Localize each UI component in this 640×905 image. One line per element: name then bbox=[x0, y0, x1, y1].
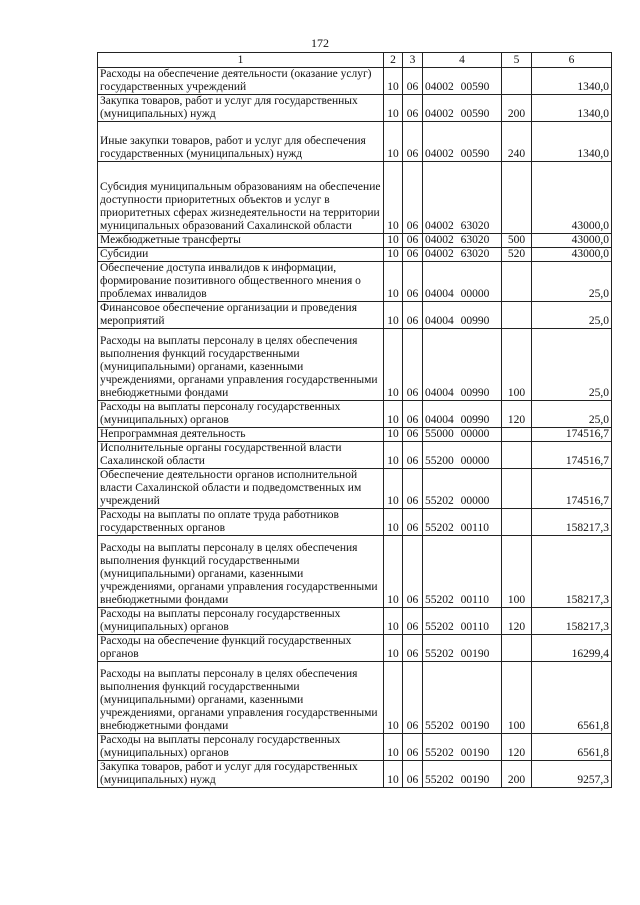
row-section: 10 bbox=[384, 469, 403, 509]
row-section: 10 bbox=[384, 401, 403, 428]
row-name: Субсидии bbox=[98, 248, 384, 262]
row-subsection: 06 bbox=[403, 428, 423, 442]
row-name: Непрограммная деятельность bbox=[98, 428, 384, 442]
row-section: 10 bbox=[384, 329, 403, 401]
row-amount: 25,0 bbox=[532, 262, 612, 302]
row-subsection: 06 bbox=[403, 734, 423, 761]
row-amount: 6561,8 bbox=[532, 734, 612, 761]
row-section: 10 bbox=[384, 248, 403, 262]
row-expense-type: 100 bbox=[502, 662, 532, 734]
row-amount: 16299,4 bbox=[532, 635, 612, 662]
row-name: Обеспечение деятельности органов исполнительной власти Сахалинской области и подведомственных им учреждений bbox=[98, 469, 384, 509]
row-subsection: 06 bbox=[403, 329, 423, 401]
row-section: 10 bbox=[384, 662, 403, 734]
table-row bbox=[98, 401, 612, 428]
row-section: 10 bbox=[384, 302, 403, 329]
row-amount: 174516,7 bbox=[532, 442, 612, 469]
row-section: 10 bbox=[384, 68, 403, 95]
row-name: Расходы на выплаты персоналу государственных (муниципальных) органов bbox=[98, 401, 384, 428]
table-row bbox=[98, 509, 612, 536]
table-row bbox=[98, 662, 612, 734]
row-expense-type bbox=[502, 428, 532, 442]
row-amount: 158217,3 bbox=[532, 608, 612, 635]
row-target-code: 55202 00190 bbox=[423, 734, 502, 761]
row-name: Расходы на обеспечение деятельности (оказание услуг) государственных учреждений bbox=[98, 68, 384, 95]
row-expense-type: 500 bbox=[502, 234, 532, 248]
row-name: Финансовое обеспечение организации и проведения мероприятий bbox=[98, 302, 384, 329]
row-subsection: 06 bbox=[403, 401, 423, 428]
table-row bbox=[98, 734, 612, 761]
row-subsection: 06 bbox=[403, 536, 423, 608]
row-amount: 25,0 bbox=[532, 401, 612, 428]
header-col-2: 2 bbox=[384, 53, 403, 68]
row-amount: 43000,0 bbox=[532, 248, 612, 262]
row-expense-type: 200 bbox=[502, 95, 532, 122]
row-section: 10 bbox=[384, 262, 403, 302]
row-subsection: 06 bbox=[403, 442, 423, 469]
row-expense-type bbox=[502, 262, 532, 302]
row-subsection: 06 bbox=[403, 302, 423, 329]
row-name: Расходы на обеспечение функций государственных органов bbox=[98, 635, 384, 662]
row-amount: 43000,0 bbox=[532, 234, 612, 248]
row-subsection: 06 bbox=[403, 95, 423, 122]
row-section: 10 bbox=[384, 428, 403, 442]
row-subsection: 06 bbox=[403, 509, 423, 536]
row-section: 10 bbox=[384, 162, 403, 234]
row-target-code: 04004 00990 bbox=[423, 401, 502, 428]
header-col-5: 5 bbox=[502, 53, 532, 68]
row-expense-type bbox=[502, 469, 532, 509]
row-target-code: 04002 00590 bbox=[423, 95, 502, 122]
table-row bbox=[98, 442, 612, 469]
row-expense-type: 120 bbox=[502, 608, 532, 635]
row-subsection: 06 bbox=[403, 469, 423, 509]
row-amount: 158217,3 bbox=[532, 536, 612, 608]
row-name: Закупка товаров, работ и услуг для государственных (муниципальных) нужд bbox=[98, 761, 384, 788]
table-row bbox=[98, 248, 612, 262]
row-section: 10 bbox=[384, 734, 403, 761]
row-target-code: 04002 00590 bbox=[423, 122, 502, 162]
row-target-code: 55202 00190 bbox=[423, 662, 502, 734]
row-expense-type: 240 bbox=[502, 122, 532, 162]
row-target-code: 04004 00990 bbox=[423, 329, 502, 401]
table-row bbox=[98, 536, 612, 608]
row-amount: 1340,0 bbox=[532, 95, 612, 122]
row-name: Расходы на выплаты персоналу государственных (муниципальных) органов bbox=[98, 734, 384, 761]
row-target-code: 55202 00110 bbox=[423, 509, 502, 536]
row-amount: 174516,7 bbox=[532, 428, 612, 442]
row-section: 10 bbox=[384, 95, 403, 122]
row-name: Закупка товаров, работ и услуг для государственных (муниципальных) нужд bbox=[98, 95, 384, 122]
row-expense-type bbox=[502, 509, 532, 536]
row-section: 10 bbox=[384, 509, 403, 536]
row-section: 10 bbox=[384, 761, 403, 788]
row-subsection: 06 bbox=[403, 262, 423, 302]
row-target-code: 55202 00190 bbox=[423, 635, 502, 662]
row-name: Расходы на выплаты по оплате труда работников государственных органов bbox=[98, 509, 384, 536]
row-expense-type bbox=[502, 302, 532, 329]
table-row bbox=[98, 262, 612, 302]
row-section: 10 bbox=[384, 608, 403, 635]
table-row bbox=[98, 428, 612, 442]
table-row bbox=[98, 635, 612, 662]
row-expense-type: 120 bbox=[502, 401, 532, 428]
row-amount: 174516,7 bbox=[532, 469, 612, 509]
row-target-code: 04002 63020 bbox=[423, 162, 502, 234]
table-row bbox=[98, 302, 612, 329]
row-amount: 158217,3 bbox=[532, 509, 612, 536]
row-target-code: 04002 63020 bbox=[423, 234, 502, 248]
row-section: 10 bbox=[384, 122, 403, 162]
row-expense-type bbox=[502, 635, 532, 662]
table-row bbox=[98, 761, 612, 788]
row-subsection: 06 bbox=[403, 68, 423, 95]
table-body bbox=[98, 68, 612, 788]
row-target-code: 04002 00590 bbox=[423, 68, 502, 95]
row-section: 10 bbox=[384, 234, 403, 248]
table-row bbox=[98, 122, 612, 162]
row-target-code: 55202 00110 bbox=[423, 536, 502, 608]
row-expense-type: 120 bbox=[502, 734, 532, 761]
row-subsection: 06 bbox=[403, 761, 423, 788]
row-target-code: 55202 00190 bbox=[423, 761, 502, 788]
row-name: Субсидия муниципальным образованиям на обеспечение доступности приоритетных объектов и услуг в приоритетных сферах жизнедеятельности на территории муниципальных образований Сахалинской области bbox=[98, 162, 384, 234]
row-target-code: 55202 00000 bbox=[423, 469, 502, 509]
table-row bbox=[98, 95, 612, 122]
row-expense-type bbox=[502, 442, 532, 469]
row-name: Обеспечение доступа инвалидов к информации, формирование позитивного общественного мнения о проблемах инвалидов bbox=[98, 262, 384, 302]
table-row bbox=[98, 329, 612, 401]
row-subsection: 06 bbox=[403, 248, 423, 262]
row-target-code: 04004 00000 bbox=[423, 262, 502, 302]
row-section: 10 bbox=[384, 536, 403, 608]
row-target-code: 55202 00110 bbox=[423, 608, 502, 635]
header-row bbox=[98, 53, 612, 68]
header-col-6: 6 bbox=[532, 53, 612, 68]
row-target-code: 04002 63020 bbox=[423, 248, 502, 262]
row-section: 10 bbox=[384, 442, 403, 469]
page-number: 172 bbox=[311, 36, 329, 50]
row-amount: 1340,0 bbox=[532, 68, 612, 95]
row-name: Исполнительные органы государственной власти Сахалинской области bbox=[98, 442, 384, 469]
row-section: 10 bbox=[384, 635, 403, 662]
row-amount: 9257,3 bbox=[532, 761, 612, 788]
row-expense-type bbox=[502, 162, 532, 234]
row-amount: 25,0 bbox=[532, 329, 612, 401]
row-name: Расходы на выплаты персоналу в целях обеспечения выполнения функций государственными (муниципальными) органами, казенными учреждениями, органами управления государственными внебюджетными фондами bbox=[98, 329, 384, 401]
row-amount: 6561,8 bbox=[532, 662, 612, 734]
row-target-code: 55200 00000 bbox=[423, 442, 502, 469]
header-col-4: 4 bbox=[423, 53, 502, 68]
header-col-1: 1 bbox=[98, 53, 384, 68]
row-expense-type bbox=[502, 68, 532, 95]
row-expense-type: 100 bbox=[502, 536, 532, 608]
row-subsection: 06 bbox=[403, 234, 423, 248]
table-row bbox=[98, 234, 612, 248]
row-target-code: 55000 00000 bbox=[423, 428, 502, 442]
header-col-3: 3 bbox=[403, 53, 423, 68]
table-row bbox=[98, 162, 612, 234]
row-amount: 1340,0 bbox=[532, 122, 612, 162]
row-subsection: 06 bbox=[403, 662, 423, 734]
row-amount: 43000,0 bbox=[532, 162, 612, 234]
row-subsection: 06 bbox=[403, 635, 423, 662]
table-row bbox=[98, 608, 612, 635]
row-name: Межбюджетные трансферты bbox=[98, 234, 384, 248]
row-expense-type: 100 bbox=[502, 329, 532, 401]
row-subsection: 06 bbox=[403, 608, 423, 635]
row-name: Расходы на выплаты персоналу в целях обеспечения выполнения функций государственными (муниципальными) органами, казенными учреждениями, органами управления государственными внебюджетными фондами bbox=[98, 662, 384, 734]
row-expense-type: 200 bbox=[502, 761, 532, 788]
table-row bbox=[98, 469, 612, 509]
row-expense-type: 520 bbox=[502, 248, 532, 262]
row-name: Расходы на выплаты персоналу государственных (муниципальных) органов bbox=[98, 608, 384, 635]
row-name: Расходы на выплаты персоналу в целях обеспечения выполнения функций государственными (муниципальными) органами, казенными учреждениями, органами управления государственными внебюджетными фондами bbox=[98, 536, 384, 608]
row-subsection: 06 bbox=[403, 122, 423, 162]
row-name: Иные закупки товаров, работ и услуг для обеспечения государственных (муниципальных) нужд bbox=[98, 122, 384, 162]
budget-table bbox=[97, 52, 612, 788]
row-target-code: 04004 00990 bbox=[423, 302, 502, 329]
row-subsection: 06 bbox=[403, 162, 423, 234]
row-amount: 25,0 bbox=[532, 302, 612, 329]
table-row bbox=[98, 68, 612, 95]
